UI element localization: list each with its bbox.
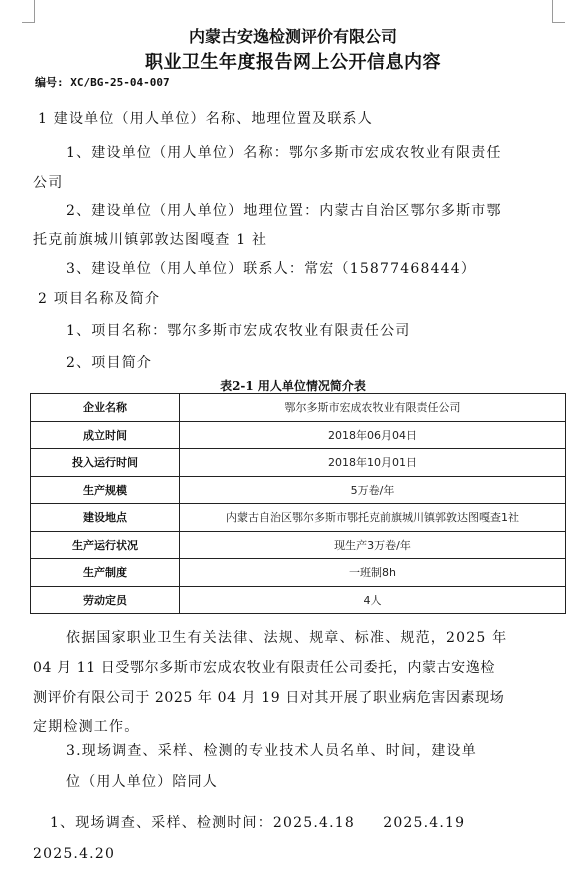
table-row	[31, 586, 566, 614]
table-row	[31, 394, 566, 422]
unit-location-line2: 托克前旗城川镇郭敦达图嘎查 1 社	[33, 232, 268, 248]
table-caption: 表2-1 用人单位情况简介表	[220, 379, 366, 393]
table-value: 内蒙古自治区鄂尔多斯市鄂托克前旗城川镇郭敦达图嘎查1社	[180, 504, 566, 532]
margin-mark-left	[22, 0, 35, 23]
table-value: 现生产3万卷/年	[180, 531, 566, 559]
project-name: 1、项目名称：鄂尔多斯市宏成农牧业有限责任公司	[66, 323, 411, 339]
table-key: 生产制度	[31, 559, 180, 587]
table-row	[31, 559, 566, 587]
table-row	[31, 476, 566, 504]
table-value: 2018年06月04日	[180, 421, 566, 449]
table-row	[31, 421, 566, 449]
table-key: 劳动定员	[31, 586, 180, 614]
margin-mark-right	[552, 0, 565, 23]
document-number-value: XC/BG-25-04-007	[70, 76, 170, 89]
unit-name-line2: 公司	[33, 175, 64, 191]
unit-name-line1: 1、建设单位（用人单位）名称：鄂尔多斯市宏成农牧业有限责任	[66, 145, 502, 161]
table-row	[31, 531, 566, 559]
unit-info-table	[30, 393, 566, 614]
paragraph-line1: 依据国家职业卫生有关法律、法规、规章、标准、规范，2025 年	[66, 630, 508, 646]
table-value: 4人	[180, 586, 566, 614]
unit-contact: 3、建设单位（用人单位）联系人：常宏（15877468444）	[66, 261, 477, 277]
table-key: 投入运行时间	[31, 449, 180, 477]
table-row	[31, 504, 566, 532]
table-value: 一班制8h	[180, 559, 566, 587]
table-row	[31, 449, 566, 477]
paragraph-line3: 测评价有限公司于 2025 年 04 月 19 日对其开展了职业病危害因素现场	[33, 690, 505, 706]
table-value: 2018年10月01日	[180, 449, 566, 477]
document-number-label: 编号:	[35, 76, 64, 89]
table-key: 生产运行状况	[31, 531, 180, 559]
section3-heading-line2: 位（用人单位）陪同人	[66, 774, 218, 790]
paragraph-line2: 04 月 11 日受鄂尔多斯市宏成农牧业有限责任公司委托，内蒙古安逸检	[33, 660, 495, 676]
document-number	[35, 74, 170, 90]
survey-time-line2: 2025.4.20	[33, 846, 116, 862]
unit-location-line1: 2、建设单位（用人单位）地理位置：内蒙古自治区鄂尔多斯市鄂	[66, 203, 502, 219]
table-value: 鄂尔多斯市宏成农牧业有限责任公司	[180, 394, 566, 422]
survey-time-line1: 1、现场调查、采样、检测时间：2025.4.18 2025.4.19	[50, 815, 466, 831]
table-key: 企业名称	[31, 394, 180, 422]
table-value: 5万卷/年	[180, 476, 566, 504]
section1-heading: 1 建设单位（用人单位）名称、地理位置及联系人	[38, 111, 373, 127]
section3-heading-line1: 3.现场调查、采样、检测的专业技术人员名单、时间，建设单	[66, 743, 477, 759]
table-key: 建设地点	[31, 504, 180, 532]
document-title: 职业卫生年度报告网上公开信息内容	[145, 52, 441, 73]
company-title: 内蒙古安逸检测评价有限公司	[188, 27, 397, 46]
section2-heading: 2 项目名称及简介	[38, 291, 161, 307]
table-key: 成立时间	[31, 421, 180, 449]
paragraph-line4: 定期检测工作。	[33, 719, 140, 735]
table-key: 生产规模	[31, 476, 180, 504]
project-intro: 2、项目简介	[66, 355, 153, 371]
